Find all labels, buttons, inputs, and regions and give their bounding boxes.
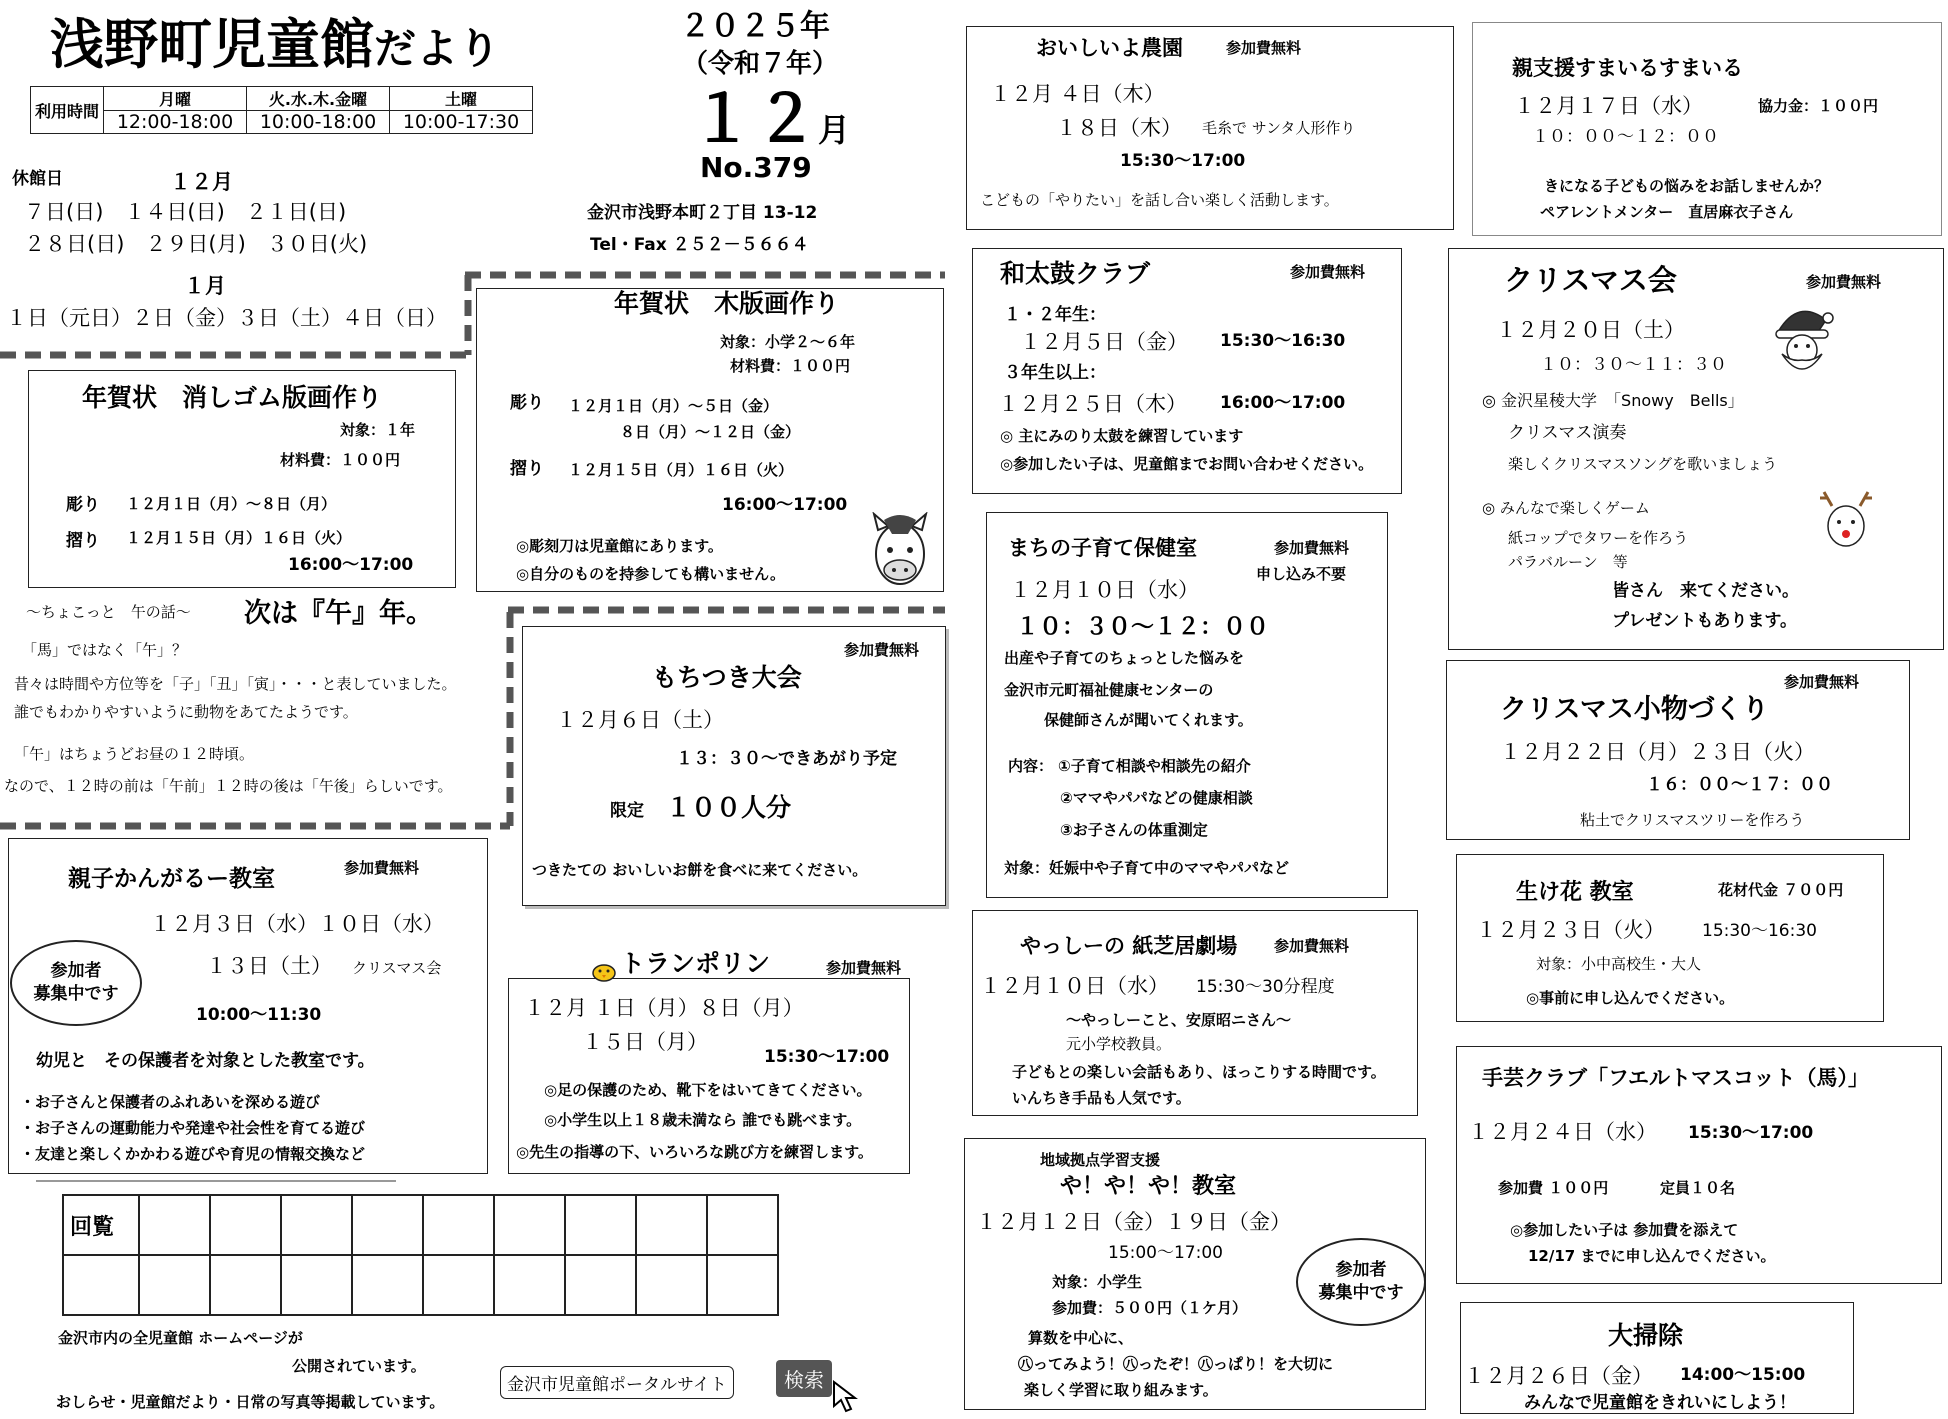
hours-day-sat: 土曜 — [390, 87, 533, 111]
kangaroo-bullet1: ・お子さんと保護者のふれあいを深める遊び — [20, 1093, 321, 1111]
woodblock-print-label: 摺り — [510, 459, 544, 479]
hours-day-tue-fri: 火.水.木.金曜 — [247, 87, 390, 111]
health-content1: ①子育て相談や相談先の紹介 — [1058, 757, 1251, 775]
trampoline-note1: ◎足の保護のため、靴下をはいてきてください。 — [544, 1081, 872, 1099]
tel-fax: Tel・Fax ２５２－５６６４ — [590, 235, 809, 255]
trampoline-note2: ◎小学生以上１８歳未満なら 誰でも跳べます。 — [544, 1111, 862, 1129]
eraser-carve-dates: １２月１日（月）～８日（月） — [126, 495, 337, 513]
hours-day-mon: 月曜 — [104, 87, 247, 111]
issue-number: No.379 — [700, 151, 812, 184]
closed-jan-label: １月 — [184, 274, 226, 298]
health-desc2: 金沢市元町福祉健康センターの — [1004, 681, 1214, 699]
craft-club-note1: ◎参加したい子は 参加費を添えて — [1510, 1221, 1739, 1239]
reindeer-icon — [1816, 488, 1876, 554]
hours-label: 利用時間 — [31, 87, 104, 134]
yayaya-time: 15:00～17:00 — [1108, 1243, 1223, 1263]
woodblock-carve-dates2: ８日（月）～１２日（金） — [620, 423, 801, 441]
kangaroo-dates2-note: クリスマス会 — [352, 959, 442, 977]
xmas-craft-fee: 参加費無料 — [1784, 673, 1860, 691]
kairan-cell[interactable] — [494, 1195, 565, 1255]
yayaya-desc1: 算数を中心に、 — [1028, 1329, 1134, 1347]
kangaroo-bullet2: ・お子さんの運動能力や発達や社会性を育てる遊び — [20, 1119, 366, 1137]
farm-date2-note: 毛糸で サンタ人形作り — [1202, 119, 1356, 137]
cleaning-date: １２月２６日（金） — [1464, 1364, 1653, 1388]
taiko-fee: 参加費無料 — [1290, 263, 1366, 281]
health-desc3: 保健師さんが聞いてくれます。 — [1044, 711, 1253, 729]
kangaroo-title: 親子かんがるー教室 — [68, 866, 275, 892]
closed-jan-line: １日（元日）２日（金）３日（土）４日（日） — [6, 306, 447, 330]
health-date: １２月１０日（水） — [1010, 578, 1199, 602]
kairan-cell[interactable] — [139, 1255, 210, 1315]
xmas-closing1: 皆さん 来てください。 — [1612, 581, 1799, 601]
craft-club-capacity: 定員１０名 — [1660, 1179, 1736, 1197]
kamishibai-title: やっしーの 紙芝居劇場 — [1020, 934, 1238, 958]
xmas-time: １０：３０～１１：３０ — [1540, 355, 1727, 375]
kangaroo-dates1: １２月３日（水）１０日（水） — [150, 912, 444, 936]
woodblock-print-dates: １２月１５日（月）１６日（火） — [568, 461, 794, 479]
mochi-date: １２月６日（土） — [556, 708, 724, 732]
taiko-grade2: ３年生以上： — [1004, 363, 1106, 383]
kangaroo-bullet3: ・友達と楽しくかかわる遊びや育児の情報交換など — [20, 1145, 366, 1163]
mochi-limit-label: 限定 — [610, 801, 644, 821]
health-desc1: 出産や子育てのちょっとした悩みを — [1004, 649, 1245, 667]
kamishibai-fee: 参加費無料 — [1274, 937, 1350, 955]
uma-line5: なので、１２時の前は「午前」１２時の後は「午後」らしいです。 — [4, 777, 453, 795]
ikebana-fee: 花材代金 ７００円 — [1718, 881, 1844, 899]
santa-icon — [1768, 302, 1836, 380]
farm-fee: 参加費無料 — [1226, 39, 1302, 57]
taiko-note2: ◎参加したい子は、児童館までお問い合わせください。 — [1000, 455, 1374, 473]
kairan-cell[interactable] — [494, 1255, 565, 1315]
cursor-icon — [832, 1380, 862, 1414]
kairan-cell[interactable] — [565, 1195, 636, 1255]
yayaya-desc2: ㊇ってみよう！㊇ったぞ！㊇っぱり！を大切に — [1018, 1355, 1334, 1373]
mochi-time: １３：３０～できあがり予定 — [676, 749, 897, 769]
yayaya-dates: １２月１２日（金）１９日（金） — [976, 1210, 1291, 1234]
kairan-cell[interactable] — [565, 1255, 636, 1315]
kairan-cell[interactable] — [210, 1255, 281, 1315]
hours-time-mon: 12:00-18:00 — [104, 111, 247, 134]
kamishibai-date: １２月１０日（水） — [980, 974, 1169, 998]
xmas-title: クリスマス会 — [1504, 263, 1677, 297]
yayaya-recruit-badge: 参加者 募集中です — [1296, 1238, 1426, 1326]
yayaya-fee: 参加費：５００円（１ケ月） — [1052, 1299, 1248, 1317]
mochi-title: もちつき大会 — [652, 663, 802, 692]
eraser-print-time: 16:00～17:00 — [288, 555, 414, 575]
cleaning-time: 14:00～15:00 — [1680, 1365, 1806, 1385]
woodblock-target: 対象：小学２～６年 — [720, 333, 856, 351]
month-number: １２ — [690, 83, 818, 157]
portal-site-field[interactable]: 金沢市児童館ポータルサイト — [500, 1366, 734, 1399]
eraser-print-target: 対象：１年 — [340, 421, 416, 439]
cleaning-desc: みんなで児童館をきれいにしよう！ — [1524, 1393, 1796, 1413]
xmas-craft-time: １６：００～１７：００ — [1646, 775, 1833, 795]
kairan-cell[interactable] — [707, 1195, 778, 1255]
kairan-cell[interactable] — [63, 1255, 139, 1315]
kamishibai-desc2: いんちき手品も人気です。 — [1012, 1089, 1191, 1107]
kairan-label: 回覧 — [63, 1195, 139, 1255]
parent-title: 親支援すまいるすまいる — [1512, 56, 1743, 80]
trampoline-dates1: １２月 １日（月）８日（月） — [524, 996, 804, 1020]
uma-line3: 誰でもわかりやすいように動物をあてたようです。 — [14, 703, 358, 721]
farm-date1: １２月 ４日（木） — [990, 82, 1165, 106]
woodblock-time: 16:00～17:00 — [722, 495, 848, 515]
craft-club-date: １２月２４日（水） — [1468, 1120, 1657, 1144]
mochi-note: つきたての おいしいお餅を食べに来てください。 — [532, 861, 868, 879]
woodblock-carve-label: 彫り — [510, 393, 544, 413]
parent-date: １２月１７日（水） — [1514, 94, 1703, 118]
hours-time-sat: 10:00-17:30 — [390, 111, 533, 134]
footer-line1: 金沢市内の全児童館 ホームページが — [58, 1329, 303, 1347]
ikebana-time: 15:30～16:30 — [1702, 921, 1817, 941]
eraser-carve-label: 彫り — [66, 495, 100, 515]
xmas-program2b: 紙コップでタワーを作ろう — [1508, 529, 1689, 547]
kairan-cell[interactable] — [139, 1195, 210, 1255]
kangaroo-underline — [36, 1180, 396, 1182]
horse-icon — [868, 512, 932, 588]
xmas-craft-desc: 粘土でクリスマスツリーを作ろう — [1580, 811, 1805, 829]
yayaya-title: や！や！や！教室 — [1060, 1174, 1237, 1199]
kairan-cell[interactable] — [636, 1195, 707, 1255]
kairan-cell[interactable] — [423, 1255, 494, 1315]
kairan-cell[interactable] — [352, 1195, 423, 1255]
cleaning-title: 大掃除 — [1608, 1321, 1684, 1350]
health-time: １０：３０～１２：００ — [1016, 614, 1269, 640]
farm-date2: １８日（木） — [1056, 116, 1182, 140]
kamishibai-desc1: 子どもとの楽しい会話もあり、ほっこりする時間です。 — [1012, 1063, 1386, 1081]
xmas-program2: ◎ みんなで楽しくゲーム — [1482, 499, 1650, 517]
parent-fee: 協力金：１００円 — [1758, 97, 1879, 115]
ikebana-date: １２月２３日（火） — [1476, 918, 1665, 942]
trampoline-fee: 参加費無料 — [826, 959, 902, 977]
yayaya-target: 対象：小学生 — [1052, 1273, 1143, 1291]
trampoline-time: 15:30～17:00 — [764, 1047, 890, 1067]
parent-time: １０：００～１２：００ — [1532, 127, 1719, 147]
xmas-program1b: クリスマス演奏 — [1508, 423, 1627, 443]
closed-dec-line2: ２８日(日) ２９日(月) ３０日(火) — [24, 232, 368, 256]
eraser-print-title: 年賀状 消しゴム版画作り — [82, 383, 383, 412]
trampoline-dates2: １５日（月） — [582, 1030, 708, 1054]
era-year: （令和７年） — [682, 49, 839, 79]
taiko-grade1: １・２年生： — [1004, 305, 1106, 325]
health-no-apply: 申し込み不要 — [1256, 565, 1347, 583]
xmas-closing2: プレゼントもあります。 — [1612, 611, 1797, 631]
woodblock-note2: ◎自分のものを持参しても構いません。 — [516, 565, 785, 583]
xmas-program1c: 楽しくクリスマスソングを歌いましょう — [1508, 455, 1778, 473]
uma-intro: ～ちょこっと 午の話～ — [26, 603, 191, 621]
farm-desc: こどもの「やりたい」を話し合い楽しく活動します。 — [980, 191, 1339, 209]
kairan-cell[interactable] — [636, 1255, 707, 1315]
xmas-program1: ◎ 金沢星稜大学 「Snowy Bells」 — [1482, 391, 1744, 410]
xmas-fee: 参加費無料 — [1806, 273, 1882, 291]
kairan-cell[interactable] — [210, 1195, 281, 1255]
health-title: まちの子育て保健室 — [1008, 536, 1197, 560]
uma-line4: 「午」はちょうどお昼の１２時頃。 — [14, 745, 255, 763]
hours-time-tue-fri: 10:00-18:00 — [247, 111, 390, 134]
kangaroo-fee: 参加費無料 — [344, 859, 420, 877]
closed-dec-label: １２月 — [170, 170, 233, 194]
kangaroo-desc: 幼児と その保護者を対象とした教室です。 — [36, 1051, 375, 1071]
kairan-cell[interactable] — [352, 1255, 423, 1315]
taiko-grade2-time: 16:00～17:00 — [1220, 393, 1346, 413]
footer-line2: 公開されています。 — [292, 1357, 426, 1375]
eraser-print-label: 摺り — [66, 531, 100, 551]
health-fee: 参加費無料 — [1274, 539, 1350, 557]
eraser-print-dates: １２月１５日（月）１６日（火） — [126, 529, 352, 547]
closed-dec-line1: ７日(日) １４日(日) ２１日(日) — [24, 200, 347, 224]
yayaya-desc3: 楽しく学習に取り組みます。 — [1024, 1381, 1218, 1399]
kangaroo-dates2: １３日（土） — [206, 954, 332, 978]
kairan-table — [62, 1194, 779, 1316]
month-suffix: 月 — [818, 111, 851, 149]
trampoline-title: トランポリン — [620, 949, 771, 978]
taiko-grade1-time: 15:30～16:30 — [1220, 331, 1346, 351]
trampoline-note3: ◎先生の指導の下、いろいろな跳び方を練習します。 — [516, 1143, 873, 1161]
woodblock-carve-dates1: １２月１日（月）～５日（金） — [568, 397, 779, 415]
ikebana-note: ◎事前に申し込んでください。 — [1526, 989, 1735, 1007]
search-button[interactable]: 検索 — [776, 1360, 832, 1397]
uma-line1: 「馬」ではなく「午」？ — [22, 641, 188, 659]
kairan-cell[interactable] — [707, 1255, 778, 1315]
craft-club-note2: 12/17 までに申し込んでください。 — [1528, 1247, 1776, 1265]
mochi-limit: １００人分 — [666, 793, 792, 822]
craft-club-time: 15:30～17:00 — [1688, 1123, 1814, 1143]
title-suffix: だより — [374, 24, 501, 73]
address: 金沢市浅野本町２丁目 13-12 — [587, 203, 818, 223]
eraser-print-fee: 材料費：１００円 — [280, 451, 401, 469]
health-target: 対象：妊娠中や子育て中のママやパパなど — [1004, 859, 1290, 877]
xmas-craft-dates: １２月２２日（月）２３日（火） — [1500, 740, 1815, 764]
parent-desc2: ペアレントメンター 直居麻衣子さん — [1540, 203, 1794, 221]
woodblock-fee: 材料費：１００円 — [730, 357, 851, 375]
parent-desc1: きになる子どもの悩みをお話しませんか？ — [1544, 177, 1830, 195]
closed-label: 休館日 — [12, 169, 63, 189]
title-main: 浅野町児童館 — [50, 13, 374, 76]
mochi-fee: 参加費無料 — [844, 641, 920, 659]
kairan-cell[interactable] — [281, 1195, 352, 1255]
farm-title: おいしいよ農園 — [1036, 36, 1183, 60]
footer-line3: おしらせ・児童館だより・日常の写真等掲載しています。 — [56, 1393, 445, 1411]
craft-club-title: 手芸クラブ「フエルトマスコット（馬）」 — [1482, 1066, 1870, 1090]
year: ２０２５年 — [680, 9, 830, 44]
kamishibai-who2: 元小学校教員。 — [1066, 1035, 1172, 1053]
kangaroo-time: 10:00～11:30 — [196, 1005, 322, 1025]
chick-icon — [590, 960, 618, 982]
health-content3: ③お子さんの体重測定 — [1060, 821, 1208, 839]
xmas-craft-title: クリスマス小物づくり — [1500, 694, 1769, 725]
ikebana-title: 生け花 教室 — [1516, 880, 1634, 905]
kairan-cell[interactable] — [281, 1255, 352, 1315]
kangaroo-recruit-badge: 参加者 募集中です — [10, 940, 142, 1026]
ikebana-target: 対象：小中高校生・大人 — [1536, 955, 1702, 973]
kairan-cell[interactable] — [423, 1195, 494, 1255]
yayaya-sub: 地域拠点学習支援 — [1040, 1151, 1161, 1169]
kamishibai-who: ～やっしーこと、安原昭ニさん～ — [1066, 1011, 1292, 1029]
farm-time: 15:30～17:00 — [1120, 151, 1246, 171]
woodblock-note1: ◎彫刻刀は児童館にあります。 — [516, 537, 723, 555]
xmas-program2c: パラバルーン 等 — [1508, 553, 1628, 571]
woodblock-title: 年賀状 木版画作り — [614, 289, 840, 318]
uma-headline: 次は『午』年。 — [244, 598, 433, 629]
taiko-title: 和太鼓クラブ — [1000, 259, 1151, 288]
uma-line2: 昔々は時間や方位等を「子」「丑」「寅」・・・と表していました。 — [14, 675, 457, 693]
health-content-label: 内容： — [1008, 757, 1054, 775]
taiko-grade1-date: １２月５日（金） — [1020, 330, 1188, 354]
taiko-grade2-date: １２月２５日（木） — [998, 392, 1187, 416]
craft-club-fee: 参加費 １００円 — [1498, 1179, 1609, 1197]
kamishibai-time: 15:30～30分程度 — [1196, 977, 1335, 997]
xmas-date: １２月２０日（土） — [1496, 318, 1685, 342]
health-content2: ②ママやパパなどの健康相談 — [1060, 789, 1253, 807]
taiko-note1: ◎ 主にみのり太鼓を練習しています — [1000, 427, 1244, 445]
